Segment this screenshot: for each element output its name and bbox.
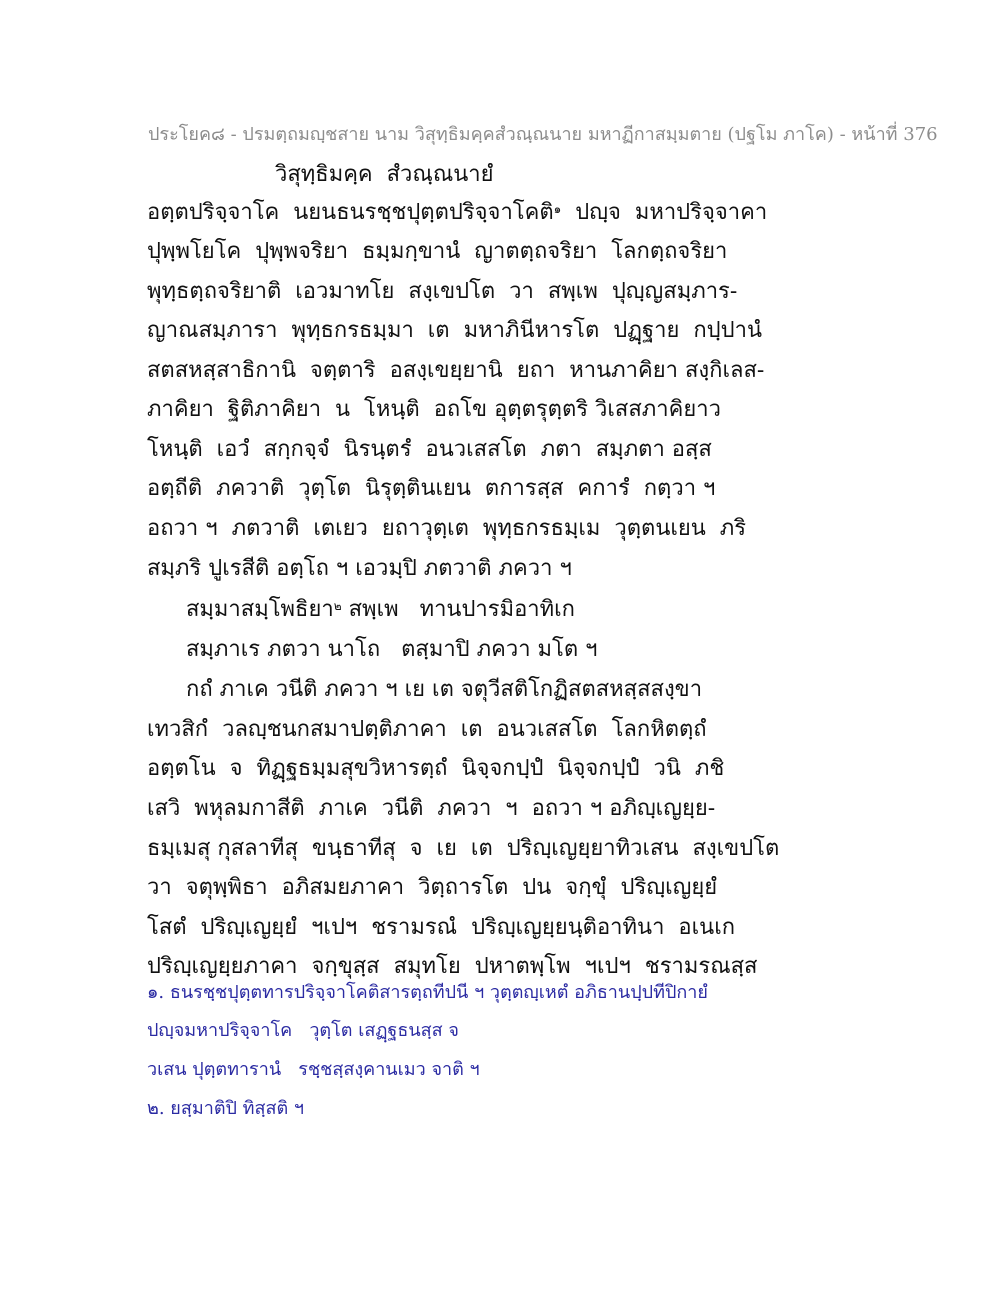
body-line: พุทฺธตฺถจริยาติ เอวมาทโย สงฺเขปโต วา สพฺเพ ปุญฺญสมฺภาร- — [147, 279, 738, 304]
body-line: กถํ ภาเค วนีติ ภควา ฯ เย เต จตุวีสติโกฏิสตสหสฺสสงฺขา — [186, 677, 703, 702]
body-line: อตฺถีติ ภควาติ วุตฺโต นิรุตฺตินเยน ตการสฺส คการํ กตฺวา ฯ — [147, 476, 716, 501]
body-line: วา จตุพฺพิธา อภิสมยภาคา วิตฺถารโต ปน จกฺขุํ ปริญฺเญยฺยํ — [147, 875, 718, 900]
body-line: อถวา ฯ ภตวาติ เตเยว ยถาวุตฺเต พุทฺธกรธมฺเม วุตฺตนเยน ภริ — [147, 516, 747, 541]
footnote-line: วเสน ปุตฺตทารานํ รชฺชสฺสงฺคานเมว จาติ ฯ — [147, 1059, 480, 1080]
body-line — [147, 193, 767, 233]
footnote-ref: ๒ — [333, 599, 342, 613]
body-line: อตฺตโน จ ทิฏฺฐธมฺมสุขวิหารตฺถํ นิจฺจกปฺปํ นิจฺจกปฺปํ วนิ ภชิ — [147, 756, 725, 781]
body-line-text: อตฺตปริจฺจาโค นยนธนรชฺชปุตฺตปริจฺจาโคติ — [147, 200, 554, 225]
body-line: ภาคิยา ฐิติภาคิยา น โหนฺติ อถโข อุตฺตรุตฺตริ วิเสสภาคิยาว — [147, 397, 721, 422]
footnote-line: ๑. ธนรชฺชปุตฺตทารปริจฺจาโคติสารตฺถทีปนี ฯ วุตฺตญฺเหตํ อภิธานปฺปทีปิกายํ — [147, 982, 708, 1003]
verse-line — [186, 590, 575, 630]
footnote-line: ปญฺจมหาปริจฺจาโค วุตฺโต เสฏฺฐธนสฺส จ — [147, 1020, 459, 1041]
body-line: สตสหสฺสาธิกานิ จตฺตาริ อสงฺเขยฺยานิ ยถา หานภาคิยา สงฺกิเลส- — [147, 358, 765, 383]
running-header: ประโยค๘ - ปรมตฺถมญฺชสาย นาม วิสุทฺธิมคฺคสํวณฺณนาย มหาฏีกาสมฺมตาย (ปฐโม ภาโค) - หน้าที่ 376 — [148, 124, 938, 145]
section-title: วิสุทฺธิมคฺค สํวณฺณนายํ — [275, 162, 494, 187]
verse-line-text: สมฺมาสมฺโพธิยา — [186, 597, 334, 622]
footnote-ref: ๑ — [553, 202, 562, 216]
body-line: โสตํ ปริญฺเญยฺยํ ฯเปฯ ชรามรณํ ปริญฺเญยฺยนฺติอาทินา อเนเก — [147, 915, 736, 940]
verse-line: สมฺภาเร ภตวา นาโถ ตสฺมาปิ ภควา มโต ฯ — [186, 637, 598, 662]
body-line: เสวิ พหุลมกาสีติ ภาเค วนีติ ภควา ฯ อถวา ฯ อภิญฺเญยฺย- — [147, 796, 716, 821]
footnote-line: ๒. ยสฺมาติปิ ทิสฺสติ ฯ — [147, 1098, 305, 1119]
body-line: ญาณสมฺภารา พุทฺธกรธมฺมา เต มหาภินีหารโต ปฏฺฐาย กปฺปานํ — [147, 318, 762, 343]
body-line: ธมฺเมสุ กุสลาทีสุ ขนฺธาทีสุ จ เย เต ปริญฺเญยฺยาทิวเสน สงฺเขปโต — [147, 836, 780, 861]
body-line: ปุพฺพโยโค ปุพฺพจริยา ธมฺมกฺขานํ ญาตตฺถจริยา โลกตฺถจริยา — [147, 239, 728, 264]
body-line: สมฺภริ ปูเรสีติ อตฺโถ ฯ เอวมฺปิ ภตวาติ ภควา ฯ — [147, 556, 572, 581]
body-line: เทวสิกํ วลญฺชนกสมาปตฺติภาคา เต อนวเสสโต โลกหิตตฺถํ — [147, 717, 707, 742]
body-line-text: ปญฺจ มหาปริจฺจาคา — [561, 200, 768, 225]
verse-line-text: สพฺเพ ทานปารมิอาทิเก — [341, 597, 576, 622]
body-line: โหนฺติ เอวํ สกฺกจฺจํ นิรนฺตรํ อนวเสสโต ภตา สมฺภตา อสฺส — [147, 437, 712, 462]
body-line: ปริญฺเญยฺยภาคา จกฺขุสฺส สมุทโย ปหาตพฺโพ ฯเปฯ ชรามรณสฺส — [147, 954, 758, 979]
